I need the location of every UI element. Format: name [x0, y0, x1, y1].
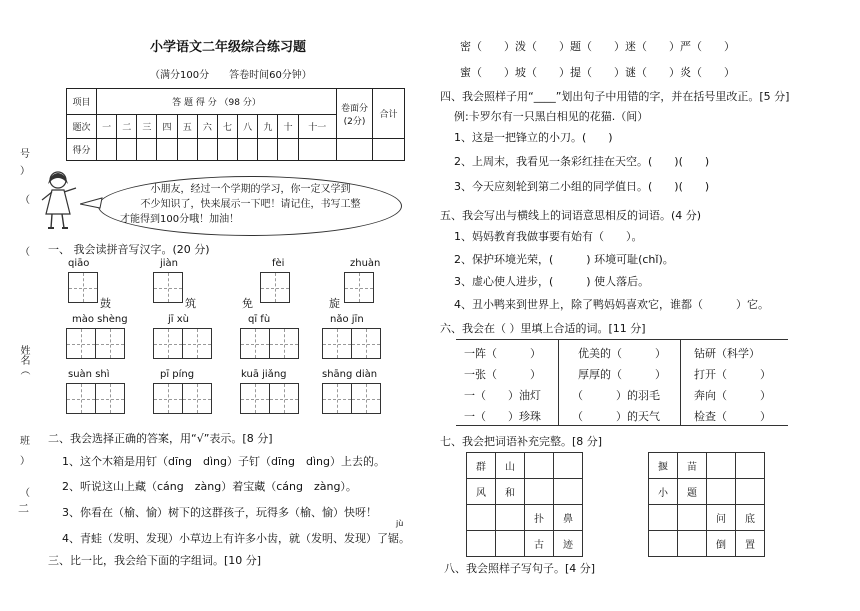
pinyin: jiàn [160, 258, 179, 269]
hint-char: 鼓 [100, 297, 111, 310]
grid-cell: 群 [467, 453, 496, 479]
section6-item: 一（ ）油灯 [464, 389, 541, 402]
section6-item: 一张（ ） [464, 368, 541, 381]
compare-row-2: 蜜（ ）坡（ ）提（ ）谜（ ）炎（ ） [460, 66, 735, 79]
section2-q2: 2、听说这山上藏（cáng zàng）着宝藏（cáng zàng）。 [62, 480, 357, 493]
score-table-item-label: 项目 [67, 89, 97, 115]
hint-char: 免 [242, 297, 253, 310]
score-table-score-label: 得分 [67, 139, 97, 161]
qnum-cell: 十 [278, 115, 298, 139]
section4-example: 例:卡罗尔有一只黑白相见的花猫.（间） [454, 110, 649, 123]
section6-item: （ ）的天气 [572, 410, 660, 423]
section6-item: 优美的（ ） [578, 347, 666, 360]
pinyin: pī píng [160, 369, 195, 380]
grid-cell: 苗 [678, 453, 707, 479]
pinyin: nǎo jīn [330, 314, 364, 325]
score-cell[interactable] [197, 139, 217, 161]
girl-illustration [38, 170, 82, 232]
char-box[interactable] [68, 272, 97, 303]
section2-q4: 4、青蛙（发明、发现）小草边上有许多小齿，就（发明、发现）了锯。 [62, 532, 410, 545]
section4-q2: 2、上周末，我看见一条彩红挂在天空。( )( ) [454, 155, 710, 168]
score-table-header: 答 题 得 分 （98 分） [97, 89, 337, 115]
page-subtitle: （满分100分 答卷时间60分钟） [150, 70, 312, 81]
grid-cell: 倒 [707, 531, 736, 557]
margin-grade-label: 二 [18, 502, 29, 515]
qnum-cell: 七 [217, 115, 237, 139]
pinyin: jī xù [168, 314, 189, 325]
section4-q1: 1、这是一把锋立的小刀。( ) [454, 131, 613, 144]
section4-q3: 3、今天应刻轮到第二小组的同学值日。( )( ) [454, 180, 710, 193]
grid-cell: 扑 [525, 505, 554, 531]
section2-heading: 二、我会选择正确的答案，用“√”表示。[8 分] [48, 432, 273, 445]
section6-heading: 六、我会在（ ）里填上合适的词。[11 分] [440, 322, 646, 335]
grid-cell[interactable] [678, 505, 707, 531]
section6-item: 一阵（ ） [464, 347, 541, 360]
grid-cell: 迹 [554, 531, 583, 557]
margin-class-label: 班 [20, 436, 30, 447]
section5-heading: 五、我会写出与横线上的词语意思相反的词语。(4 分) [440, 209, 702, 222]
score-cell[interactable] [217, 139, 237, 161]
grid-cell[interactable] [554, 479, 583, 505]
neatness-score-cell[interactable] [337, 139, 373, 161]
pinyin: mào shèng [72, 314, 128, 325]
section2-q3: 3、你看在（榆、愉）树下的这群孩子，玩得多（榆、愉）快呀！ [62, 506, 377, 519]
margin-paren: ） [20, 456, 30, 467]
section6-item: （ ）的羽毛 [572, 389, 660, 402]
pinyin: suàn shì [68, 369, 110, 380]
char-box-pair[interactable] [66, 328, 124, 359]
section2-q1: 1、这个木箱是用钉（dīng dìng）子钉（dīng dìng）上去的。 [62, 455, 385, 468]
score-cell[interactable] [177, 139, 197, 161]
section5-q4: 4、丑小鸭来到世界上，除了鸭妈妈喜欢它，谁都（ ）它。 [454, 298, 769, 311]
section6-bottom-rule [456, 425, 788, 426]
char-box-pair[interactable] [240, 383, 298, 414]
section6-col-divider [680, 339, 681, 425]
score-table-total: 合计 [373, 89, 405, 139]
qnum-cell: 二 [117, 115, 137, 139]
section6-item: 奔向（ ） [694, 389, 771, 402]
margin-paren: （ [20, 195, 30, 206]
grid-cell: 题 [678, 479, 707, 505]
section6-item: 钻研（科学） [694, 347, 760, 360]
char-box[interactable] [153, 272, 182, 303]
grid-cell[interactable] [678, 531, 707, 557]
margin-name-label: 姓名（ [18, 345, 29, 375]
grid-cell[interactable] [736, 479, 765, 505]
page-title: 小学语文二年级综合练习题 [150, 40, 307, 55]
char-box-pair[interactable] [240, 328, 298, 359]
section5-q3: 3、虚心使人进步，( ) 使人落后。 [454, 275, 650, 288]
margin-number-label: 号 [20, 149, 30, 160]
pinyin: kuā jiǎng [241, 369, 287, 380]
bubble-line-3: 才能得到100分哦！加油！ [120, 214, 240, 225]
grid-cell: 鼻 [554, 505, 583, 531]
idiom-grid-1 [466, 452, 583, 557]
score-cell[interactable] [278, 139, 298, 161]
grid-cell[interactable] [467, 531, 496, 557]
qnum-cell: 九 [258, 115, 278, 139]
pinyin: shāng diàn [322, 369, 378, 380]
section1-heading: 一、 我会读拼音写汉字。(20 分) [48, 243, 210, 256]
hint-char: 旋 [329, 297, 340, 310]
section6-item: 一（ ）珍珠 [464, 410, 541, 423]
score-cell[interactable] [298, 139, 336, 161]
score-cell[interactable] [117, 139, 137, 161]
section5-q2: 2、保护环境光荣，( ) 环境可耻(chǐ)。 [454, 253, 674, 266]
grid-cell: 问 [707, 505, 736, 531]
char-box-pair[interactable] [322, 383, 380, 414]
pinyin: zhuàn [350, 258, 381, 269]
total-score-cell[interactable] [373, 139, 405, 161]
pinyin: qiāo [68, 258, 90, 269]
grid-cell[interactable] [496, 505, 525, 531]
grid-cell: 山 [496, 453, 525, 479]
score-table-qnum-label: 题次 [67, 115, 97, 139]
grid-cell[interactable] [554, 453, 583, 479]
grid-cell[interactable] [649, 531, 678, 557]
score-table [66, 88, 405, 161]
char-box-pair[interactable] [153, 328, 211, 359]
section5-q1: 1、妈妈教育我做事要有始有（ ）。 [454, 230, 643, 243]
bubble-tail [80, 196, 104, 210]
grid-cell[interactable] [467, 505, 496, 531]
score-cell[interactable] [258, 139, 278, 161]
grid-cell: 古 [525, 531, 554, 557]
score-cell[interactable] [238, 139, 258, 161]
hint-char: 筑 [185, 297, 196, 310]
grid-cell[interactable] [736, 453, 765, 479]
qnum-cell: 三 [137, 115, 157, 139]
qnum-cell: 六 [197, 115, 217, 139]
compare-row-1: 密（ ）泼（ ）题（ ）迷（ ）严（ ） [460, 40, 735, 53]
qnum-cell: 五 [177, 115, 197, 139]
idiom-grid-2 [648, 452, 765, 557]
score-cell[interactable] [97, 139, 117, 161]
section2-q4-pinyin: jù [396, 519, 404, 528]
qnum-cell: 八 [238, 115, 258, 139]
grid-cell[interactable] [525, 479, 554, 505]
section4-heading: 四、我会照样子用“____”划出句子中用错的字，并在括号里改正。[5 分] [440, 90, 790, 103]
char-box[interactable] [344, 272, 373, 303]
grid-cell: 风 [467, 479, 496, 505]
score-cell[interactable] [157, 139, 177, 161]
qnum-cell: 一 [97, 115, 117, 139]
score-cell[interactable] [137, 139, 157, 161]
section6-item: 厚厚的（ ） [578, 368, 666, 381]
bubble-line-1: 小朋友，经过一个学期的学习，你一定又学到 [150, 184, 351, 195]
grid-cell[interactable] [707, 479, 736, 505]
char-box-pair[interactable] [153, 383, 211, 414]
section3-heading: 三、比一比，我会给下面的字组词。[10 分] [48, 554, 262, 567]
char-box[interactable] [260, 272, 289, 303]
section6-col-divider [558, 339, 559, 425]
pinyin: qī fù [248, 314, 271, 325]
grid-cell[interactable] [525, 453, 554, 479]
section6-item: 打开（ ） [694, 368, 771, 381]
section7-heading: 七、我会把词语补充完整。[8 分] [440, 435, 603, 448]
grid-cell: 底 [736, 505, 765, 531]
grid-cell[interactable] [707, 453, 736, 479]
qnum-cell: 四 [157, 115, 177, 139]
grid-cell: 小 [649, 479, 678, 505]
char-box-pair[interactable] [322, 328, 380, 359]
pinyin: fèi [272, 258, 285, 269]
section6-top-rule [456, 339, 788, 340]
grid-cell[interactable] [649, 505, 678, 531]
grid-cell[interactable] [496, 531, 525, 557]
margin-paren: ） [20, 166, 30, 177]
margin-paren: （ [20, 247, 30, 258]
grid-cell: 和 [496, 479, 525, 505]
qnum-cell: 十一 [298, 115, 336, 139]
bubble-line-2: 不少知识了，快来展示一下吧！请记住，书写工整 [140, 199, 361, 210]
grid-cell: 置 [736, 531, 765, 557]
char-box-pair[interactable] [66, 383, 124, 414]
section6-item: 检查（ ） [694, 410, 771, 423]
grid-cell: 揠 [649, 453, 678, 479]
score-table-neatness: 卷面分 (2分) [337, 89, 373, 139]
margin-paren: （ [20, 488, 30, 499]
section8-heading: 八、我会照样子写句子。[4 分] [444, 562, 596, 575]
